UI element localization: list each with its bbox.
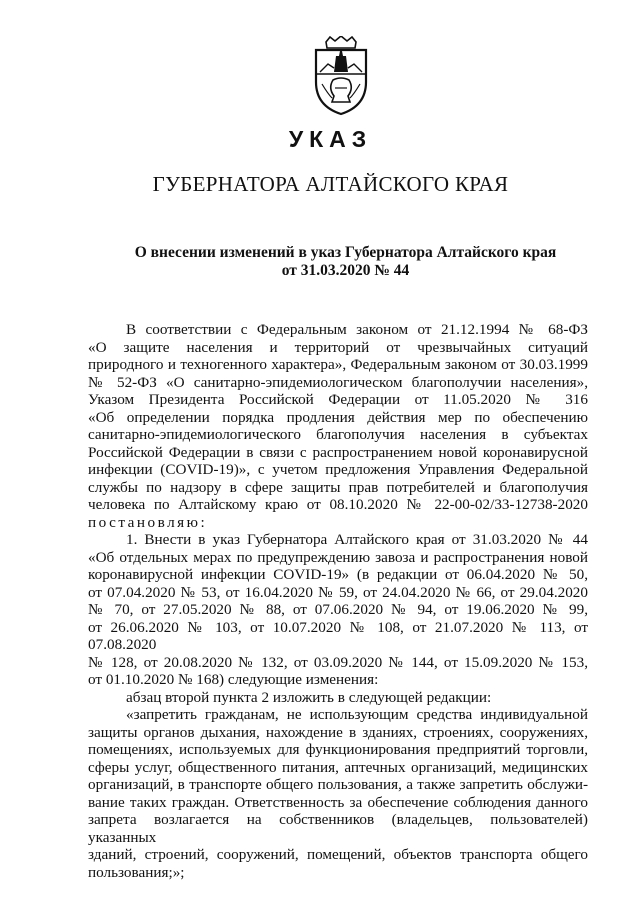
decree-heading: УКАЗ [288, 126, 373, 152]
quote-line: запрета возлагается на собственников (владельцев, пользователей) указанных [88, 811, 588, 846]
title-line: О внесении изменений в указ Губернатора Алтайского края [134, 244, 557, 261]
preamble-line: В соответствии с Федеральным законом от 21.12.1994 № 68-ФЗ [126, 321, 588, 338]
preamble-line: «О защите населения и территорий от чрезвычайных ситуаций [88, 338, 588, 356]
quote-line: вание таких граждан. Ответственность за обеспечение соблюдения данного [88, 793, 588, 811]
item1-line: «Об отдельных мерах по предупреждению завоза и распространения новой [88, 548, 588, 566]
preamble-line: «Об определении порядка продления действия мер по обеспечению [88, 408, 588, 426]
quote-line: организаций, в транспорте общего пользования, а также запретить обслужи- [88, 776, 588, 793]
paragraph-intro: абзац второй пункта 2 изложить в следующей редакции: [126, 688, 492, 706]
item1-line: от 01.10.2020 № 168) следующие изменения: [88, 671, 379, 688]
quote-line: пользования;»; [88, 863, 185, 881]
item1-line: от 07.04.2020 № 53, от 16.04.2020 № 59, от 24.04.2020 № 66, от 29.04.2020 [88, 583, 588, 601]
quote-line: «запретить гражданам, не использующим средства индивидуальной [126, 706, 588, 723]
resolve-word: постановляю: [88, 513, 208, 531]
item1-line: 1. Внести в указ Губернатора Алтайского края от 31.03.2020 № 44 [126, 531, 588, 548]
coat-of-arms-icon [308, 36, 374, 116]
document-title [0, 244, 639, 280]
quote-line: зданий, строений, сооружений, помещений, объектов транспорта общего [88, 846, 588, 863]
item1-line: коронавирусной инфекции COVID-19» (в редакции от 06.04.2020 № 50, [88, 566, 588, 583]
preamble-line: природного и техногенного характера», Федеральным законом от 30.03.1999 [88, 356, 588, 373]
item1-line: от 26.06.2020 № 103, от 10.07.2020 № 108, от 21.07.2020 № 113, от 07.08.2020 [88, 618, 588, 653]
title-line: от 31.03.2020 № 44 [281, 262, 410, 279]
preamble-line: Российской Федерации в связи с распространением новой коронавирусной [88, 443, 588, 461]
preamble-line: инфекции (COVID-19)», с учетом предложения Управления Федеральной [88, 461, 588, 478]
quote-line: сферы услуг, общественного питания, аптечных организаций, медицинских [88, 758, 588, 776]
preamble-line: человека по Алтайскому краю от 08.10.2020 № 22-00-02/33-12738-2020 [88, 496, 588, 513]
preamble-line: Указом Президента Российской Федерации от 11.05.2020 № 316 [88, 391, 588, 408]
item1-line: № 128, от 20.08.2020 № 132, от 03.09.2020 № 144, от 15.09.2020 № 153, [88, 653, 588, 671]
issuer-heading: ГУБЕРНАТОРА АЛТАЙСКОГО КРАЯ [152, 172, 509, 196]
item1-line: № 70, от 27.05.2020 № 88, от 07.06.2020 № 94, от 19.06.2020 № 99, [88, 601, 588, 618]
preamble-line: санитарно-эпидемиологического благополучия населения в субъектах [88, 426, 588, 443]
preamble-line: службы по надзору в сфере защиты прав потребителей и благополучия [88, 478, 588, 496]
document-body [88, 321, 588, 881]
quote-line: помещениях, используемых для функционирования предприятий торговли, [88, 741, 588, 758]
preamble-line: № 52-ФЗ «О санитарно-эпидемиологическом благополучии населения», [88, 373, 588, 391]
quote-line: защиты органов дыхания, нахождение в зданиях, строениях, сооружениях, [88, 723, 588, 741]
altai-krai-coat-of-arms [308, 36, 374, 116]
